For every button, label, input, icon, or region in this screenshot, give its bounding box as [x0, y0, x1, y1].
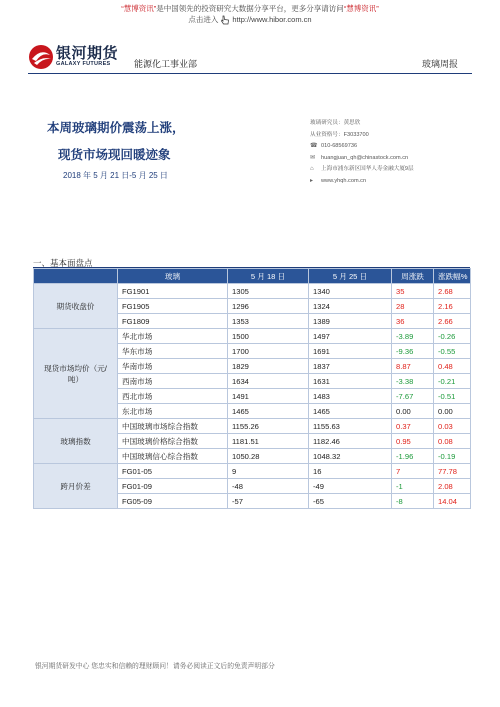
value-date2-cell: 1389	[309, 314, 392, 329]
report-header	[28, 40, 472, 74]
table-row	[34, 464, 471, 479]
value-date1-cell: 1634	[228, 374, 309, 389]
pct-cell: -0.26	[434, 329, 471, 344]
contact-researcher-row	[310, 118, 480, 130]
item-name-cell: FG01-05	[118, 464, 228, 479]
banner-line1	[0, 3, 500, 14]
pct-cell: 0.00	[434, 404, 471, 419]
pct-cell: 2.16	[434, 299, 471, 314]
license-text: 从业资格号：F3033700	[310, 131, 369, 138]
header-cell-item: 玻璃	[118, 269, 228, 284]
table-header-row	[34, 269, 471, 284]
header-cell-date2: 5 月 25 日	[309, 269, 392, 284]
item-name-cell: 东北市场	[118, 404, 228, 419]
item-name-cell: FG1905	[118, 299, 228, 314]
header-cell-date1: 5 月 18 日	[228, 269, 309, 284]
report-date-range: 2018 年 5 月 21 日-5 月 25 日	[63, 171, 168, 180]
change-cell: -3.89	[392, 329, 434, 344]
value-date2-cell: 1340	[309, 284, 392, 299]
banner-text: 是中国领先的投资研究大数据分享平台，更多分享请访问	[156, 4, 344, 13]
pct-cell: -0.19	[434, 449, 471, 464]
change-cell: -7.67	[392, 389, 434, 404]
value-date2-cell: 1691	[309, 344, 392, 359]
value-date2-cell: -65	[309, 494, 392, 509]
pct-cell: 0.48	[434, 359, 471, 374]
value-date1-cell: 1829	[228, 359, 309, 374]
pct-cell: 2.08	[434, 479, 471, 494]
value-date1-cell: -48	[228, 479, 309, 494]
report-type-label: 玻璃周报	[421, 59, 458, 69]
category-cell: 玻璃指数	[34, 419, 118, 464]
item-name-cell: 华北市场	[118, 329, 228, 344]
item-name-cell: 中国玻璃信心综合指数	[118, 449, 228, 464]
value-date1-cell: 1050.28	[228, 449, 309, 464]
header-divider	[28, 73, 472, 74]
item-name-cell: 华东市场	[118, 344, 228, 359]
value-date1-cell: 1181.51	[228, 434, 309, 449]
address-text: 上海市浦东新区国华人寿金融大厦9层	[321, 166, 414, 173]
value-date2-cell: 1155.63	[309, 419, 392, 434]
table-row	[34, 419, 471, 434]
banner-url-link[interactable]: http://www.hibor.com.cn	[232, 15, 312, 24]
researcher-text: 玻璃研究员：黄思欣	[310, 120, 361, 127]
pct-cell: -0.51	[434, 389, 471, 404]
pct-cell: 0.08	[434, 434, 471, 449]
change-cell: 28	[392, 299, 434, 314]
value-date2-cell: 1483	[309, 389, 392, 404]
galaxy-futures-logo	[28, 42, 138, 72]
page-footer: 银河期货研发中心 您忠实和信赖的理财顾问！请务必阅读正文后的免责声明部分	[35, 663, 275, 670]
item-name-cell: FG1809	[118, 314, 228, 329]
change-cell: 0.00	[392, 404, 434, 419]
value-date1-cell: 1353	[228, 314, 309, 329]
contact-email-row[interactable]	[310, 153, 480, 165]
table-body	[34, 284, 471, 509]
change-cell: 36	[392, 314, 434, 329]
change-cell: 7	[392, 464, 434, 479]
galaxy-logo-icon	[28, 44, 54, 70]
change-cell: -1	[392, 479, 434, 494]
header-cell-change: 周涨跌	[392, 269, 434, 284]
value-date2-cell: 1048.32	[309, 449, 392, 464]
category-cell: 现货市场均价（元/吨）	[34, 329, 118, 419]
pointer-hand-icon	[220, 15, 230, 25]
value-date1-cell: 1155.26	[228, 419, 309, 434]
address-icon: ⌂	[310, 166, 314, 173]
value-date2-cell: 1837	[309, 359, 392, 374]
phone-text: 010-68569736	[321, 143, 358, 150]
top-banner	[0, 3, 500, 25]
phone-icon: ☎	[310, 143, 318, 150]
change-cell: 0.37	[392, 419, 434, 434]
value-date1-cell: 9	[228, 464, 309, 479]
value-date2-cell: 1465	[309, 404, 392, 419]
section-title: 一、基本面盘点	[33, 258, 93, 268]
table-row	[34, 284, 471, 299]
value-date1-cell: 1700	[228, 344, 309, 359]
contact-license-row	[310, 130, 480, 142]
change-cell: 8.87	[392, 359, 434, 374]
change-cell: -3.38	[392, 374, 434, 389]
pct-cell: 2.66	[434, 314, 471, 329]
item-name-cell: 华南市场	[118, 359, 228, 374]
logo-name-cn: 银河期货	[56, 45, 119, 62]
banner-quote-2: “慧博资讯”	[343, 4, 379, 13]
value-date1-cell: -57	[228, 494, 309, 509]
item-name-cell: FG1901	[118, 284, 228, 299]
website-icon: ▸	[310, 177, 314, 184]
item-name-cell: 中国玻璃价格综合指数	[118, 434, 228, 449]
contact-phone-row	[310, 141, 480, 153]
banner-line2[interactable]	[0, 14, 500, 25]
header-cell-blank	[34, 269, 118, 284]
logo-name-en: GALAXY FUTURES	[56, 61, 111, 67]
change-cell: -8	[392, 494, 434, 509]
item-name-cell: FG05-09	[118, 494, 228, 509]
banner-quote: “慧博资讯”	[121, 4, 157, 13]
change-cell: -9.36	[392, 344, 434, 359]
item-name-cell: 中国玻璃市场综合指数	[118, 419, 228, 434]
pct-cell: 2.68	[434, 284, 471, 299]
category-cell: 跨月价差	[34, 464, 118, 509]
pct-cell: 14.04	[434, 494, 471, 509]
change-cell: 0.95	[392, 434, 434, 449]
change-cell: -1.96	[392, 449, 434, 464]
value-date1-cell: 1296	[228, 299, 309, 314]
fundamentals-table	[33, 268, 471, 509]
website-link[interactable]: www.yhqh.com.cn	[321, 177, 367, 184]
value-date2-cell: 1182.46	[309, 434, 392, 449]
category-cell: 期货收盘价	[34, 284, 118, 329]
report-title-line1: 本周玻璃期价震荡上涨，	[47, 121, 185, 135]
contact-address-row	[310, 164, 480, 176]
pct-cell: 0.03	[434, 419, 471, 434]
pct-cell: -0.21	[434, 374, 471, 389]
value-date2-cell: 1631	[309, 374, 392, 389]
table-row	[34, 329, 471, 344]
value-date2-cell: 16	[309, 464, 392, 479]
value-date1-cell: 1500	[228, 329, 309, 344]
value-date2-cell: 1324	[309, 299, 392, 314]
item-name-cell: 西北市场	[118, 389, 228, 404]
value-date1-cell: 1465	[228, 404, 309, 419]
item-name-cell: FG01-09	[118, 479, 228, 494]
email-link[interactable]: huangjuan_qh@chinastock.com.cn	[321, 154, 409, 161]
department-label: 能源化工事业部	[134, 59, 198, 69]
value-date2-cell: 1497	[309, 329, 392, 344]
email-icon: ✉	[310, 154, 316, 161]
value-date1-cell: 1491	[228, 389, 309, 404]
report-title-line2: 现货市场现回暖迹象	[58, 148, 171, 162]
value-date1-cell: 1305	[228, 284, 309, 299]
value-date2-cell: -49	[309, 479, 392, 494]
header-cell-pct: 涨跌幅%	[434, 269, 471, 284]
pct-cell: 77.78	[434, 464, 471, 479]
banner-click-text[interactable]: 点击进入	[188, 15, 219, 24]
contact-block	[310, 118, 480, 187]
pct-cell: -0.55	[434, 344, 471, 359]
contact-website-row[interactable]	[310, 176, 480, 188]
item-name-cell: 西南市场	[118, 374, 228, 389]
change-cell: 35	[392, 284, 434, 299]
